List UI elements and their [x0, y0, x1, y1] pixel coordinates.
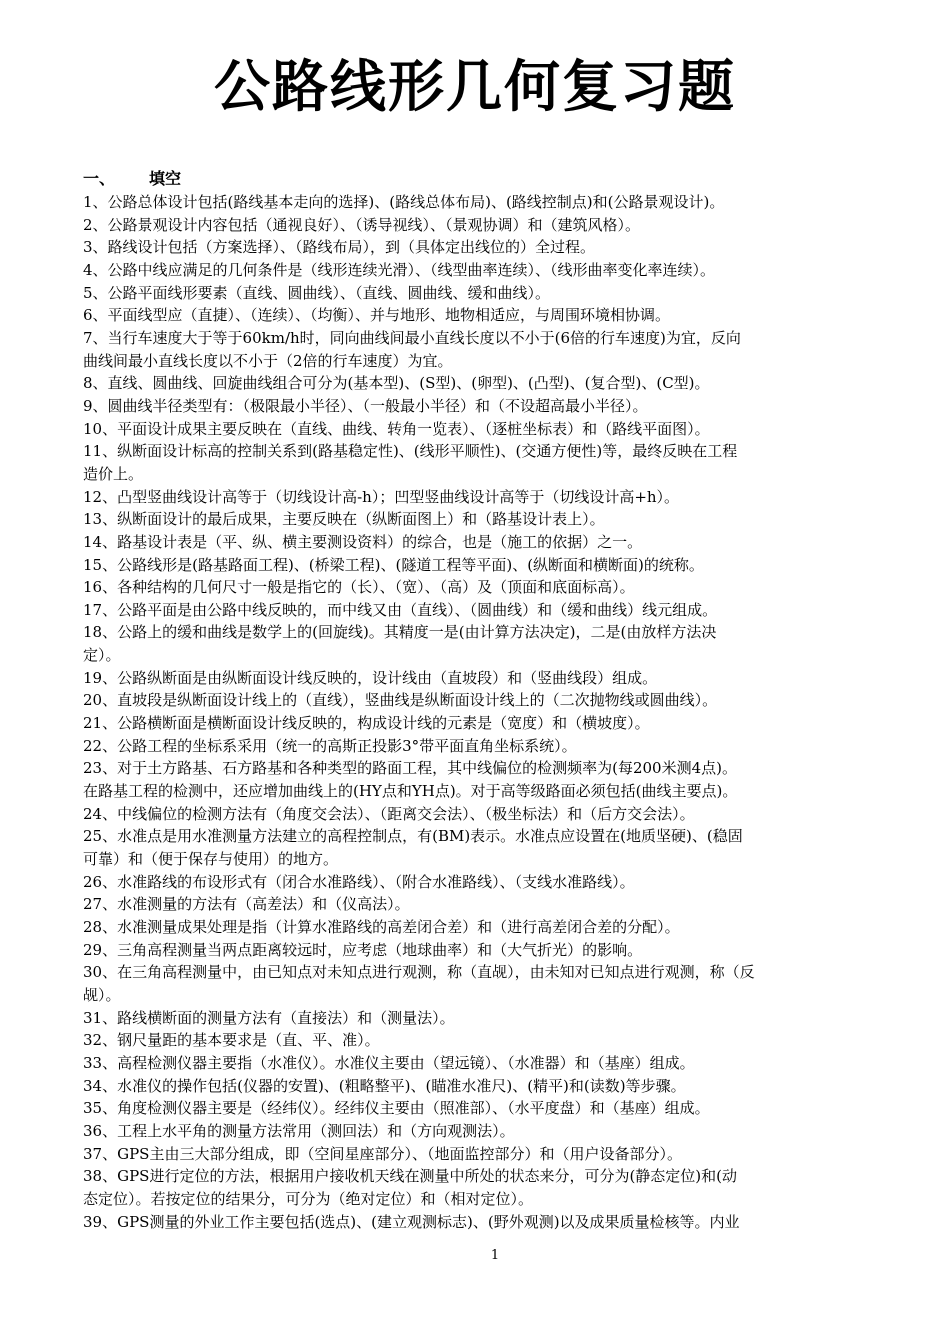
text-line: 31、路线横断面的测量方法有（直接法）和（测量法）。 [83, 1008, 455, 1027]
text-line: 16、各种结构的几何尺寸一般是指它的（长）、（宽）、（高）及（顶面和底面标高）。 [83, 578, 635, 597]
text-line: 可靠）和（便于保存与使用）的地方。 [83, 850, 339, 869]
text-line: 3、路线设计包括（方案选择）、（路线布局），到（具体定出线位的）全过程。 [83, 238, 596, 257]
text-line: 36、工程上水平角的测量方法常用（测回法）和（方向观测法）。 [83, 1121, 515, 1140]
text-line: 15、公路线形是(路基路面工程)、(桥梁工程)、(隧道工程等平面)、(纵断面和横断面)的统称。 [83, 555, 704, 574]
text-line: 26、水准路线的布设形式有（闭合水准路线）、（附合水准路线）、（支线水准路线）。 [83, 872, 635, 891]
text-line: 2、公路景观设计内容包括（通视良好）、（诱导视线）、（景观协调）和（建筑风格）。 [83, 215, 641, 234]
text-line: 21、公路横断面是横断面设计线反映的，构成设计线的元素是（宽度）和（横坡度）。 [83, 714, 650, 733]
section-heading [83, 168, 181, 190]
text-line: 34、水准仪的操作包括(仪器的安置)、(粗略整平)、(瞄准水准尺)、(精平)和(读数)等步骤。 [83, 1076, 686, 1095]
section-label: 填空 [149, 169, 182, 188]
text-line: 14、路基设计表是（平、纵、横主要测设资料）的综合，也是（施工的依据）之一。 [83, 532, 643, 551]
text-line: 13、纵断面设计的最后成果，主要反映在（纵断面图上）和（路基设计表上）。 [83, 510, 605, 529]
text-line: 35、角度检测仪器主要是（经纬仪）。经纬仪主要由（照准部）、（水平度盘）和（基座）组成。 [83, 1099, 710, 1118]
text-line: 25、水准点是用水准测量方法建立的高程控制点，有(BM)表示。水准点应设置在(地质坚硬)、(稳固 [83, 827, 743, 846]
text-line: 定）。 [83, 646, 121, 665]
text-line: 7、当行车速度大于等于60km/h时，同向曲线间最小直线长度以不小于(6倍的行车速度)为宜，反向 [83, 328, 741, 347]
text-line: 24、中线偏位的检测方法有（角度交会法）、（距离交会法）、（极坐标法）和（后方交会法）。 [83, 804, 695, 823]
text-line: 8、直线、圆曲线、回旋曲线组合可分为(基本型)、(S型)、(卵型)、(凸型)、(复合型)、(C型)。 [83, 374, 710, 393]
text-line: 4、公路中线应满足的几何条件是（线形连续光滑）、（线型曲率连续）、（线形曲率变化率连续）。 [83, 260, 716, 279]
text-line: 17、公路平面是由公路中线反映的，而中线又由（直线）、（圆曲线）和（缓和曲线）线元组成。 [83, 600, 718, 619]
text-line: 18、公路上的缓和曲线是数学上的(回旋线)。其精度一是(由计算方法决定)，二是(由放样方法决 [83, 623, 717, 642]
text-line: 23、对于土方路基、石方路基和各种类型的路面工程，其中线偏位的检测频率为(每200米测4点)。 [83, 759, 737, 778]
text-line: 12、凸型竖曲线设计高等于（切线设计高-h）；凹型竖曲线设计高等于（切线设计高+h）。 [83, 487, 680, 506]
text-line: 22、公路工程的坐标系采用（统一的高斯正投影3°带平面直角坐标系统）。 [83, 736, 577, 755]
text-line: 19、公路纵断面是由纵断面设计线反映的，设计线由（直坡段）和（竖曲线段）组成。 [83, 668, 658, 687]
page-number: 1 [490, 1248, 500, 1263]
text-line: 39、GPS测量的外业工作主要包括(选点)、(建立观测标志)、(野外观测)以及成果质量检核等。内业 [83, 1212, 740, 1231]
text-line: 6、平面线型应（直捷）、（连续）、（均衡）、并与地形、地物相适应，与周围环境相协调。 [83, 306, 671, 325]
text-line: 29、三角高程测量当两点距离较远时，应考虑（地球曲率）和（大气折光）的影响。 [83, 940, 643, 959]
text-line: 态定位）。若按定位的结果分，可分为（绝对定位）和（相对定位）。 [83, 1189, 534, 1208]
section-number: 一、 [83, 169, 116, 188]
text-line: 在路基工程的检测中，还应增加曲线上的(HY点和YH点)。对于高等级路面必须包括(曲线主要点)。 [83, 782, 738, 801]
text-line: 38、GPS进行定位的方法，根据用户接收机天线在测量中所处的状态来分，可分为(静态定位)和(动 [83, 1167, 737, 1186]
text-line: 9、圆曲线半径类型有：（极限最小半径）、（一般最小半径）和（不设超高最小半径）。 [83, 396, 648, 415]
text-line: 5、公路平面线形要素（直线、圆曲线）、（直线、圆曲线、缓和曲线）。 [83, 283, 551, 302]
text-line: 33、高程检测仪器主要指（水准仪）。水准仪主要由（望远镜）、（水准器）和（基座）组成。 [83, 1053, 695, 1072]
document-title: 公路线形几何复习题 [214, 55, 736, 120]
text-line: 10、平面设计成果主要反映在（直线、曲线、转角一览表）、（逐桩坐标表）和（路线平面图）。 [83, 419, 710, 438]
text-line: 28、水准测量成果处理是指（计算水准路线的高差闭合差）和（进行高差闭合差的分配）。 [83, 918, 680, 936]
text-line: 1、公路总体设计包括(路线基本走向的选择)、(路线总体布局)、(路线控制点)和(公路景观设计)。 [83, 193, 725, 211]
text-line: 20、直坡段是纵断面设计线上的（直线），竖曲线是纵断面设计线上的（二次抛物线或圆曲线）。 [83, 691, 718, 710]
text-line: 37、GPS主由三大部分组成，即（空间星座部分）、（地面监控部分）和（用户设备部分）。 [83, 1144, 682, 1163]
text-line: 32、钢尺量距的基本要求是（直、平、准）。 [83, 1031, 380, 1050]
text-line: 造价上。 [83, 464, 144, 483]
question-list [83, 191, 908, 1233]
text-line: 曲线间最小直线长度以不小于（2倍的行车速度）为宜。 [83, 351, 453, 370]
text-line: 27、水准测量的方法有（高差法）和（仪高法）。 [83, 895, 410, 914]
text-line: 11、纵断面设计标高的控制关系到(路基稳定性)、(线形平顺性)、(交通方便性)等，最终反映在工程 [83, 442, 738, 461]
text-line: 30、在三角高程测量中，由已知点对未知点进行观测，称（直觇），由未知对已知点进行观测，称（反 [83, 963, 755, 982]
text-line: 觇）。 [83, 985, 121, 1004]
